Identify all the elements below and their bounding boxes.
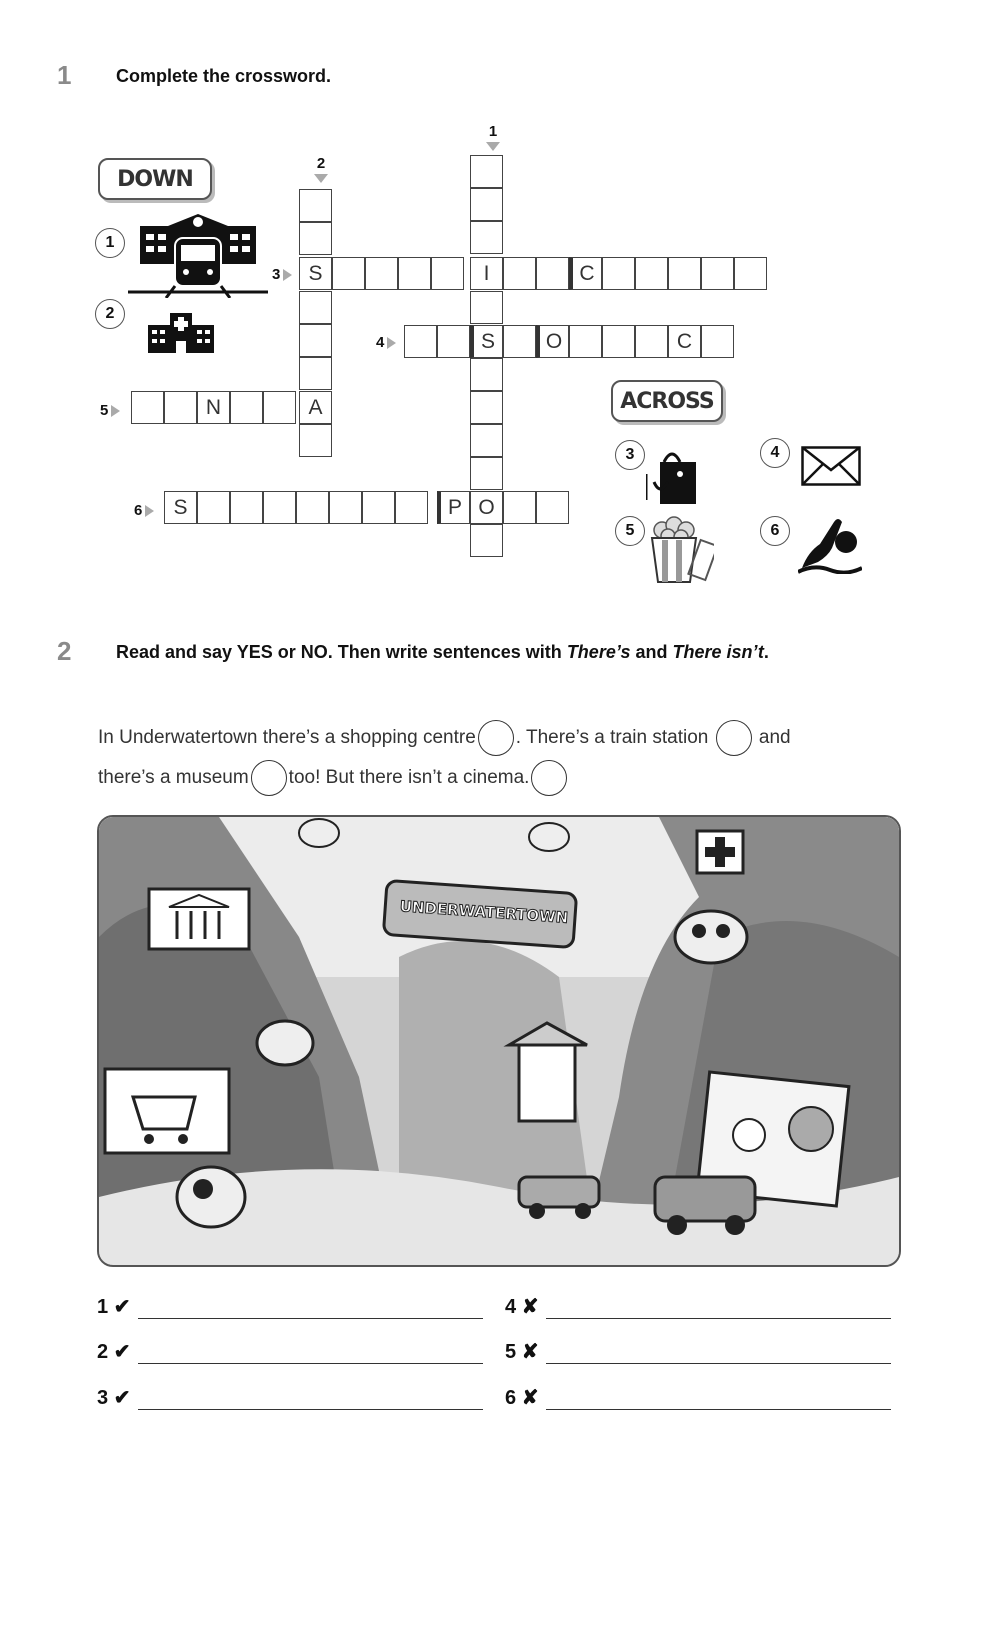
cell[interactable] xyxy=(362,491,395,524)
tick-icon: ✔ xyxy=(113,1387,131,1409)
exercise-1-number: 1 xyxy=(57,60,72,90)
answer-row-1: 1 ✔ xyxy=(97,1294,483,1319)
cell[interactable] xyxy=(230,491,263,524)
cell[interactable] xyxy=(635,325,668,358)
answer-row-4: 4 ✘ xyxy=(505,1294,891,1319)
envelope-icon xyxy=(801,446,861,486)
across-clue-6-number: 6 xyxy=(760,516,790,546)
cell[interactable] xyxy=(470,524,503,557)
cross-icon: ✘ xyxy=(521,1387,539,1409)
cell[interactable] xyxy=(437,325,470,358)
cell[interactable] xyxy=(404,325,437,358)
down-2-label: 2 xyxy=(314,155,328,183)
cell[interactable] xyxy=(299,189,332,222)
cell[interactable] xyxy=(734,257,767,290)
cell[interactable] xyxy=(299,357,332,390)
across-clue-5-number: 5 xyxy=(615,516,645,546)
underwatertown-illustration xyxy=(97,815,901,1267)
cell[interactable] xyxy=(470,155,503,188)
swimmer-icon xyxy=(798,512,862,574)
cell[interactable] xyxy=(536,257,569,290)
cell[interactable]: C xyxy=(569,257,602,290)
cell[interactable] xyxy=(299,291,332,324)
cell[interactable]: O xyxy=(536,325,569,358)
cell[interactable] xyxy=(701,257,734,290)
answer-circle-cinema[interactable] xyxy=(531,760,567,796)
down-1-label: 1 xyxy=(486,123,500,151)
answer-circle-museum[interactable] xyxy=(251,760,287,796)
exercise-1-instruction: Complete the crossword. xyxy=(116,66,332,86)
answer-row-6: 6 ✘ xyxy=(505,1385,891,1410)
paragraph-line-2: there’s a museum too! But there isn’t a cinema. xyxy=(98,760,569,796)
across-banner: ACROSS xyxy=(611,380,723,422)
cell[interactable]: P xyxy=(437,491,470,524)
answer-row-2: 2 ✔ xyxy=(97,1339,483,1364)
cell[interactable] xyxy=(398,257,431,290)
down-banner: DOWN xyxy=(98,158,212,200)
cell[interactable] xyxy=(536,491,569,524)
cell[interactable] xyxy=(470,391,503,424)
cell[interactable] xyxy=(503,491,536,524)
cell[interactable] xyxy=(602,257,635,290)
across-6-label: 6 xyxy=(134,502,154,519)
cell[interactable]: S xyxy=(470,325,503,358)
cell[interactable] xyxy=(365,257,398,290)
cell[interactable] xyxy=(470,291,503,324)
cell[interactable] xyxy=(299,424,332,457)
paragraph-line-1: In Underwatertown there’s a shopping centre . There’s a train station and xyxy=(98,720,791,756)
across-5-label: 5 xyxy=(100,402,120,419)
answer-row-5: 5 ✘ xyxy=(505,1339,891,1364)
popcorn-icon xyxy=(648,516,714,584)
answer-row-3: 3 ✔ xyxy=(97,1385,483,1410)
cell[interactable] xyxy=(230,391,263,424)
train-station-icon xyxy=(128,212,268,298)
cell[interactable] xyxy=(197,491,230,524)
down-clue-1-number: 1 xyxy=(95,228,125,258)
underwater-scene xyxy=(99,817,899,1265)
cell[interactable] xyxy=(131,391,164,424)
cell[interactable] xyxy=(635,257,668,290)
cell[interactable]: S xyxy=(164,491,197,524)
cell[interactable] xyxy=(299,324,332,357)
answer-line[interactable] xyxy=(546,1387,891,1410)
cell[interactable] xyxy=(395,491,428,524)
cell[interactable] xyxy=(164,391,197,424)
underwatertown-sign: UNDERWATERTOWN xyxy=(399,897,569,927)
cross-icon: ✘ xyxy=(521,1296,539,1318)
cell[interactable] xyxy=(332,257,365,290)
cell[interactable] xyxy=(470,457,503,490)
cross-icon: ✘ xyxy=(521,1341,539,1363)
cell[interactable] xyxy=(701,325,734,358)
cell[interactable]: I xyxy=(470,257,503,290)
cell[interactable] xyxy=(329,491,362,524)
down-clue-2-number: 2 xyxy=(95,299,125,329)
cell[interactable] xyxy=(668,257,701,290)
cell[interactable] xyxy=(299,222,332,255)
answer-circle-shopping-centre[interactable] xyxy=(478,720,514,756)
cell[interactable] xyxy=(569,325,602,358)
answer-line[interactable] xyxy=(546,1341,891,1364)
cell[interactable] xyxy=(470,188,503,221)
cell[interactable] xyxy=(470,424,503,457)
cell[interactable]: S xyxy=(299,257,332,290)
cell[interactable] xyxy=(431,257,464,290)
cell[interactable] xyxy=(263,391,296,424)
answer-line[interactable] xyxy=(546,1296,891,1319)
across-clue-3-number: 3 xyxy=(615,440,645,470)
cell[interactable] xyxy=(503,325,536,358)
cell[interactable] xyxy=(470,221,503,254)
exercise-2-instruction: Read and say YES or NO. Then write sentences with There’s and There isn’t. xyxy=(116,642,769,662)
cell[interactable] xyxy=(503,257,536,290)
tick-icon: ✔ xyxy=(113,1341,131,1363)
cell[interactable]: C xyxy=(668,325,701,358)
across-4-label: 4 xyxy=(376,334,396,351)
cell[interactable] xyxy=(263,491,296,524)
cell[interactable] xyxy=(470,358,503,391)
answer-circle-train-station[interactable] xyxy=(716,720,752,756)
cell[interactable] xyxy=(602,325,635,358)
answer-line[interactable] xyxy=(138,1387,483,1410)
tick-icon: ✔ xyxy=(113,1296,131,1318)
hospital-icon xyxy=(148,313,214,353)
cell[interactable]: A xyxy=(299,391,332,424)
cell[interactable]: O xyxy=(470,491,503,524)
cell[interactable] xyxy=(296,491,329,524)
answer-line[interactable] xyxy=(138,1341,483,1364)
cell[interactable]: N xyxy=(197,391,230,424)
across-clue-4-number: 4 xyxy=(760,438,790,468)
shopping-bag-icon xyxy=(646,446,702,506)
answer-line[interactable] xyxy=(138,1296,483,1319)
across-3-label: 3 xyxy=(272,266,292,283)
exercise-2-number: 2 xyxy=(57,636,72,666)
